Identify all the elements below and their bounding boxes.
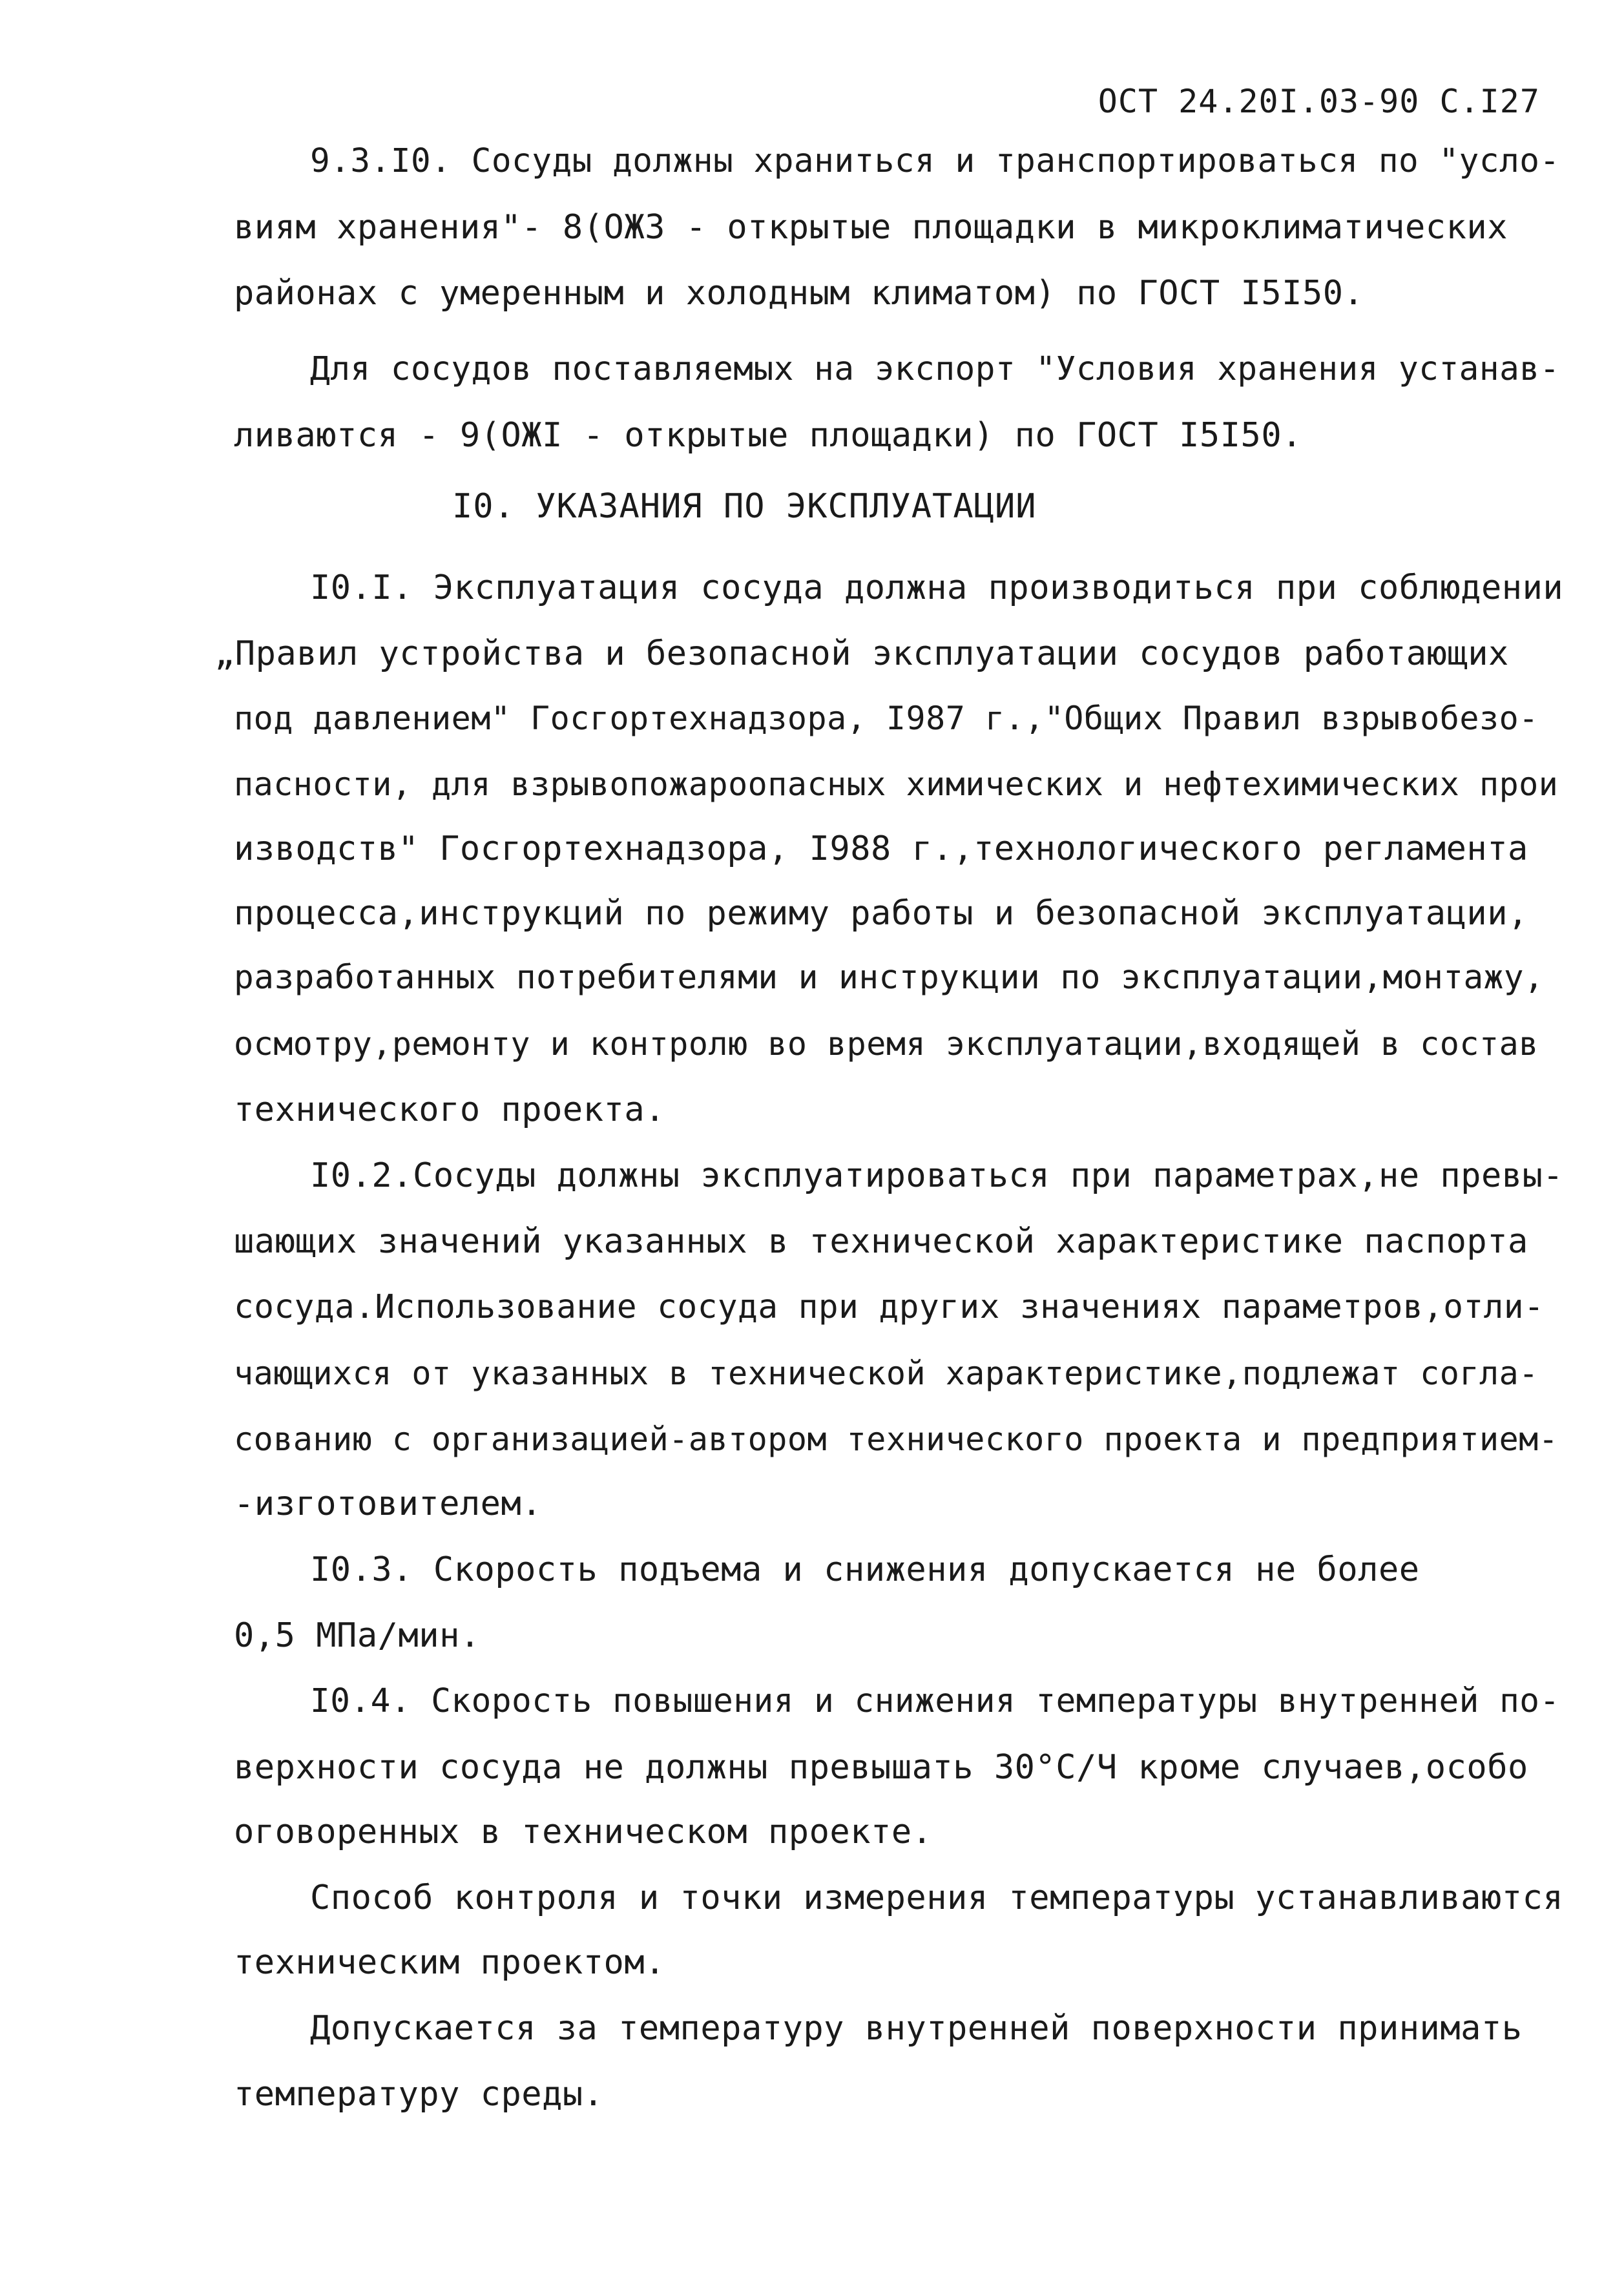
text-line: „Правил устройства и безопасной эксплуатации сосудов работающих [214, 634, 1509, 673]
text-line: температуру среды. [234, 2075, 604, 2114]
text-line: процесса,инструкций по режиму работы и безопасной эксплуатации, [234, 894, 1528, 933]
text-line: I0.I. Эксплуатация сосуда должна производиться при соблюдении [310, 568, 1564, 607]
section-title: I0. УКАЗАНИЯ ПО ЭКСПЛУАТАЦИИ [452, 487, 1037, 526]
text-line: разработанных потребителями и инструкции по эксплуатации,монтажу, [234, 959, 1545, 997]
text-line: технического проекта. [234, 1090, 665, 1129]
page-header-code: ОСТ 24.20I.03-90 С.I27 [1098, 83, 1540, 120]
text-line: районах с умеренным и холодным климатом) по ГОСТ I5I50. [234, 274, 1364, 313]
text-line: I0.4. Скорость повышения и снижения температуры внутренней по- [310, 1682, 1560, 1720]
text-line: осмотру,ремонту и контролю во время эксплуатации,входящей в состав [234, 1025, 1539, 1063]
text-line: верхности сосуда не должны превышать 30°С/Ч кроме случаев,особо [234, 1748, 1528, 1787]
text-line: техническим проектом. [234, 1943, 665, 1982]
text-line: Способ контроля и точки измерения температуры устанавливаются [310, 1879, 1564, 1917]
text-line: сованию с организацией-автором технического проекта и предприятием- [234, 1421, 1559, 1458]
text-line: Допускается за температуру внутренней поверхности принимать [310, 2009, 1523, 2048]
text-line: I0.2.Сосуды должны эксплуатироваться при параметрах,не превы- [310, 1156, 1564, 1195]
text-line: сосуда.Использование сосуда при других значениях параметров,отли- [234, 1288, 1545, 1326]
text-line: -изготовителем. [234, 1484, 543, 1523]
text-line: 9.3.I0. Сосуды должны храниться и транспортироваться по "усло- [310, 142, 1560, 180]
text-line: Для сосудов поставляемых на экспорт "Условия хранения устанав- [310, 350, 1560, 388]
text-line: 0,5 МПа/мин. [234, 1616, 481, 1655]
text-line: под давлением" Госгортехнадзора, I987 г.,"Общих Правил взрывобезо- [234, 700, 1539, 737]
text-line: ливаются - 9(ОЖI - открытые площадки) по ГОСТ I5I50. [234, 416, 1302, 455]
text-line: I0.3. Скорость подъема и снижения допускается не более [310, 1550, 1420, 1589]
text-line: шающих значений указанных в технической характеристике паспорта [234, 1222, 1528, 1261]
text-line: пасности, для взрывопожароопасных химических и нефтехимических прои [234, 766, 1559, 803]
text-line: виям хранения"- 8(ОЖЗ - открытые площадки в микроклиматических [234, 208, 1508, 247]
text-line: оговоренных в техническом проекте. [234, 1813, 933, 1851]
text-line: изводств" Госгортехнадзора, I988 г.,технологического регламента [234, 829, 1528, 868]
text-line: чающихся от указанных в технической характеристике,подлежат согла- [234, 1355, 1539, 1392]
